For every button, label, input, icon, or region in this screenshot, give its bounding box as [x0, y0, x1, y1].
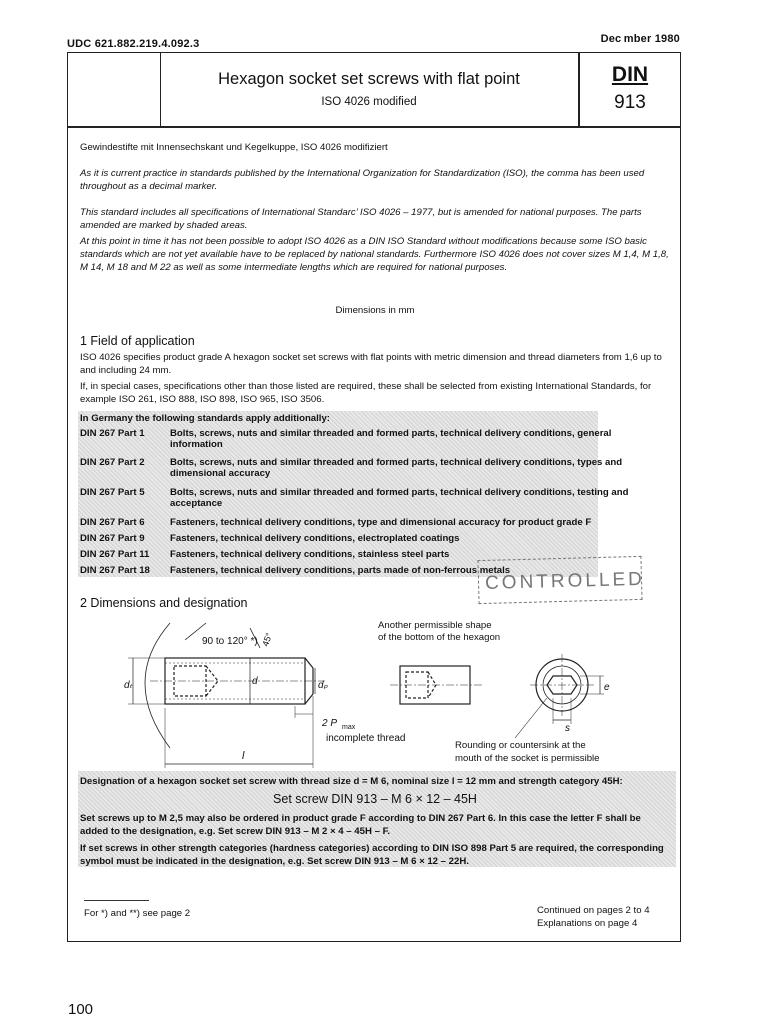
rounding-caption-line1: Rounding or countersink at the [455, 740, 586, 751]
standard-code: DIN 267 Part 9 [80, 533, 145, 544]
angle-45-label: 45° [260, 631, 275, 648]
page-number: 100 [68, 1001, 94, 1018]
german-title: Gewindestifte mit Innensechskant und Kegelkuppe, ISO 4026 modifiziert [80, 142, 388, 153]
dimensions-unit: Dimensions in mm [335, 305, 415, 316]
udc-code: UDC 621.882.219.4.092.3 [67, 38, 200, 50]
d-label: d [252, 676, 258, 687]
standard-title: Fasteners, technical delivery conditions, parts made of non-ferrous metals [170, 565, 511, 576]
amendment-note: This standard includes all specifications of International Standarc’ ISO 4026 – 1977, but is amended for national purposes. The parts amended are marked by shaded areas. [80, 207, 642, 231]
screw-drawing [110, 618, 670, 773]
germany-standards-intro: In Germany the following standards apply additionally: [80, 413, 331, 424]
stamp-text: CONTROLLED [484, 568, 646, 594]
standard-code: DIN 267 Part 5 [80, 487, 145, 498]
standard-code: DIN 267 Part 1 [80, 428, 145, 439]
section1-para2: If, in special cases, specifications other than those listed are required, these shall be selected from existing International Standards, for example ISO 261, ISO 888, ISO 898, ISO 965, ISO 3506. [80, 381, 652, 405]
alt-shape-view [390, 666, 482, 704]
s-label: s [565, 723, 570, 734]
explanations-note: Explanations on page 4 [537, 918, 638, 929]
document-subtitle: ISO 4026 modified [321, 96, 417, 108]
controlled-stamp [477, 556, 646, 604]
designation-intro: Designation of a hexagon socket set screw with thread size d = M 6, nominal size l = 12 mm and strength category 45H: [80, 776, 623, 787]
end-view [515, 654, 604, 738]
continued-note: Continued on pages 2 to 4 [537, 905, 650, 916]
standard-title: Fasteners, technical delivery conditions, electroplated coatings [170, 533, 460, 544]
incomplete-thread-label: incomplete thread [326, 733, 406, 744]
standard-code: DIN 267 Part 6 [80, 517, 145, 528]
comma-note: As it is current practice in standards published by the International Organization for Standardization (ISO), the comma has been used throughout as a decimal marker. [80, 168, 645, 192]
standard-code: DIN 267 Part 18 [80, 565, 150, 576]
standard-title: Bolts, screws, nuts and similar threaded and formed parts, technical delivery conditions, general information [170, 428, 612, 450]
point-d-label: dₚ [318, 680, 328, 691]
issue-date: Dec mber 1980 [600, 33, 680, 45]
e-label: e [604, 682, 610, 693]
section1-para1: ISO 4026 specifies product grade A hexagon socket set screws with flat points with metric dimension and thread diameters from 1,6 up to and including 24 mm. [80, 352, 662, 376]
angle-label: 90 to 120° *) [202, 636, 258, 647]
standard-title: Bolts, screws, nuts and similar threaded and formed parts, technical delivery conditions, testing and acceptance [170, 487, 629, 509]
title-divider-left [160, 52, 161, 128]
alt-shape-caption-line2: of the bottom of the hexagon [378, 632, 501, 643]
standard-code: DIN 267 Part 11 [80, 549, 150, 560]
document-title: Hexagon socket set screws with flat point [218, 70, 520, 88]
designation-example: Set screw DIN 913 – M 6 × 12 – 45H [273, 792, 477, 806]
din-number: 913 [614, 92, 646, 113]
footnote: For *) and **) see page 2 [84, 908, 191, 919]
pmax-label: 2 P [322, 718, 338, 729]
pmax-sub: max [342, 724, 356, 731]
length-label: l [242, 750, 245, 762]
standard-title: Fasteners, technical delivery conditions, type and dimensional accuracy for product grade F [170, 517, 592, 528]
standard-title: Bolts, screws, nuts and similar threaded and formed parts, technical delivery conditions, types and dimensional accuracy [170, 457, 623, 479]
din-label: DIN [611, 63, 649, 86]
adoption-note: At this point in time it has not been possible to adopt ISO 4026 as a DIN ISO Standard without modifications because some ISO basic standards which are not yet available have to be replaced by national standards. Furthermore ISO 4026 does not cover sizes M 1,4, M 1,8, M 14, M 18 and M 22 as well as some intermediate lengths which are required for national purposes. [80, 236, 669, 273]
alt-shape-caption-line1: Another permissible shape [378, 620, 492, 631]
section2-heading: 2 Dimensions and designation [80, 596, 248, 610]
standard-title: Fasteners, technical delivery conditions, stainless steel parts [170, 549, 450, 560]
designation-note2: If set screws in other strength categories (hardness categories) according to DIN ISO 898 Part 5 are required, the corresponding symbol must be indicated in the designation, e.g. Set screw DIN 913 – M 6 × 12 – 22H. [80, 843, 664, 867]
section1-heading: 1 Field of application [80, 334, 195, 348]
thread-d-label: dₜ [124, 680, 133, 691]
footnote-rule [84, 900, 149, 901]
standard-code: DIN 267 Part 2 [80, 457, 145, 468]
rounding-caption-line2: mouth of the socket is permissible [455, 753, 600, 764]
designation-note1: Set screws up to M 2,5 may also be ordered in product grade F according to DIN 267 Part 6. In this case the letter F shall be added to the designation, e.g. Set screw DIN 913 – M 2 × 4 – 45H – F. [80, 813, 641, 837]
